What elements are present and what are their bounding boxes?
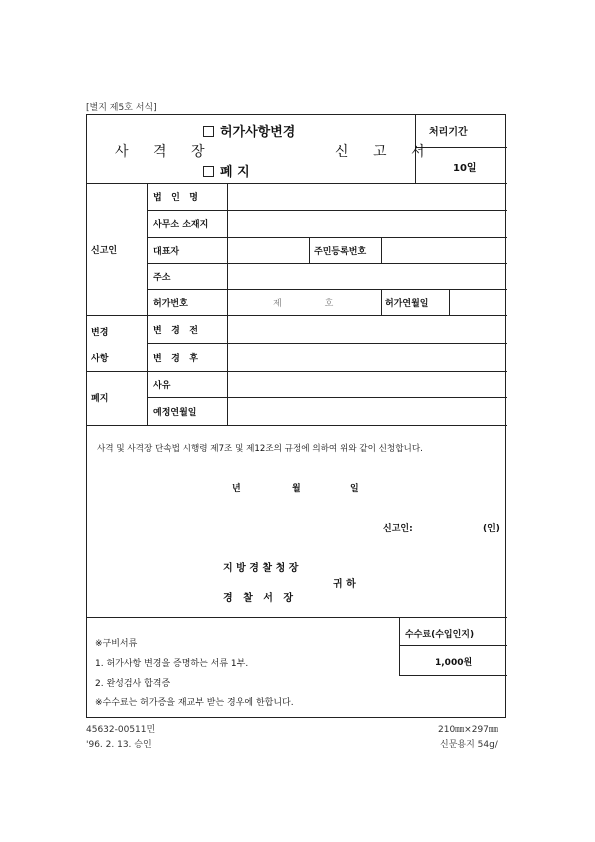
attachment-item-1: 1. 허가사항 변경을 증명하는 서류 1부. — [95, 659, 249, 669]
divider — [147, 263, 507, 264]
corp-name-label: 법 인 명 — [153, 193, 198, 203]
date-day: 일 — [350, 484, 359, 494]
seal-mark: (인) — [483, 524, 500, 534]
divider — [399, 617, 400, 675]
after-change-label: 변 경 후 — [153, 354, 198, 364]
process-period-value: 10일 — [453, 163, 477, 174]
date-year: 년 — [232, 484, 241, 494]
divider — [381, 289, 382, 315]
divider — [399, 675, 507, 676]
fee-note: ※수수료는 허가증을 재교부 받는 경우에 한합니다. — [95, 698, 294, 708]
change-section-label-2: 사항 — [91, 354, 109, 364]
title-left: 사 격 장 — [115, 144, 215, 160]
fee-value: 1,000원 — [435, 658, 473, 668]
recipient-police-station: 경 찰 서 장 — [223, 593, 293, 604]
fee-label: 수수료(수입인지) — [405, 630, 475, 640]
divider — [147, 289, 507, 290]
office-location-label: 사무소 소재지 — [153, 220, 209, 230]
before-change-label: 변 경 전 — [153, 326, 198, 336]
option-closure[interactable]: 폐 지 — [203, 161, 250, 180]
representative-label: 대표자 — [153, 247, 180, 257]
divider — [147, 343, 507, 344]
divider — [87, 183, 507, 184]
resident-number-label: 주민등록번호 — [314, 247, 367, 257]
closure-section-label: 폐지 — [91, 394, 109, 404]
address-label: 주소 — [153, 273, 171, 283]
divider — [381, 237, 382, 263]
footer-paper-size: 210㎜×297㎜ — [438, 725, 498, 735]
divider — [147, 397, 507, 398]
title-right: 신 고 서 — [335, 144, 435, 160]
reason-label: 사유 — [153, 381, 171, 391]
footer-approval-date: '96. 2. 13. 승인 — [86, 740, 152, 750]
attachments-heading: ※구비서류 — [95, 639, 138, 649]
divider — [449, 289, 450, 315]
divider — [87, 425, 507, 426]
divider — [147, 183, 148, 315]
footer-paper-type: 신문용지 54g/ — [440, 740, 498, 750]
applicant-section-label: 신고인 — [91, 246, 118, 256]
divider — [399, 645, 507, 646]
checkbox-closure[interactable] — [203, 166, 214, 177]
recipient-provincial-police: 지 방 경 찰 청 장 — [223, 563, 299, 574]
divider — [227, 183, 228, 315]
divider — [87, 617, 507, 618]
checkbox-change[interactable] — [203, 126, 214, 137]
divider — [87, 315, 507, 316]
planned-date-label: 예정연월일 — [153, 408, 197, 418]
divider — [147, 210, 507, 211]
permit-number-value: 제 호 — [273, 299, 334, 309]
divider — [147, 371, 148, 425]
divider — [227, 371, 228, 425]
form-number-tag: [별지 제5호 서식] — [86, 103, 157, 113]
form-frame — [86, 114, 506, 718]
divider — [87, 371, 507, 372]
divider — [147, 237, 507, 238]
recipient-suffix: 귀 하 — [333, 579, 356, 590]
applicant-signature-label: 신고인: — [383, 524, 413, 534]
change-section-label-1: 변경 — [91, 328, 109, 338]
footer-form-code: 45632-00511민 — [86, 725, 156, 735]
permit-date-label: 허가연월일 — [385, 299, 429, 309]
date-month: 월 — [292, 484, 301, 494]
option-change[interactable]: 허가사항변경 — [203, 121, 295, 140]
attachment-item-2: 2. 완성검사 합격증 — [95, 679, 171, 689]
permit-number-label: 허가번호 — [153, 299, 188, 309]
divider — [309, 237, 310, 263]
application-statement: 사격 및 사격장 단속법 시행령 제7조 및 제12조의 규정에 의하여 위와 같이 신청합니다. — [97, 444, 423, 454]
process-period-label: 처리기간 — [429, 127, 468, 138]
